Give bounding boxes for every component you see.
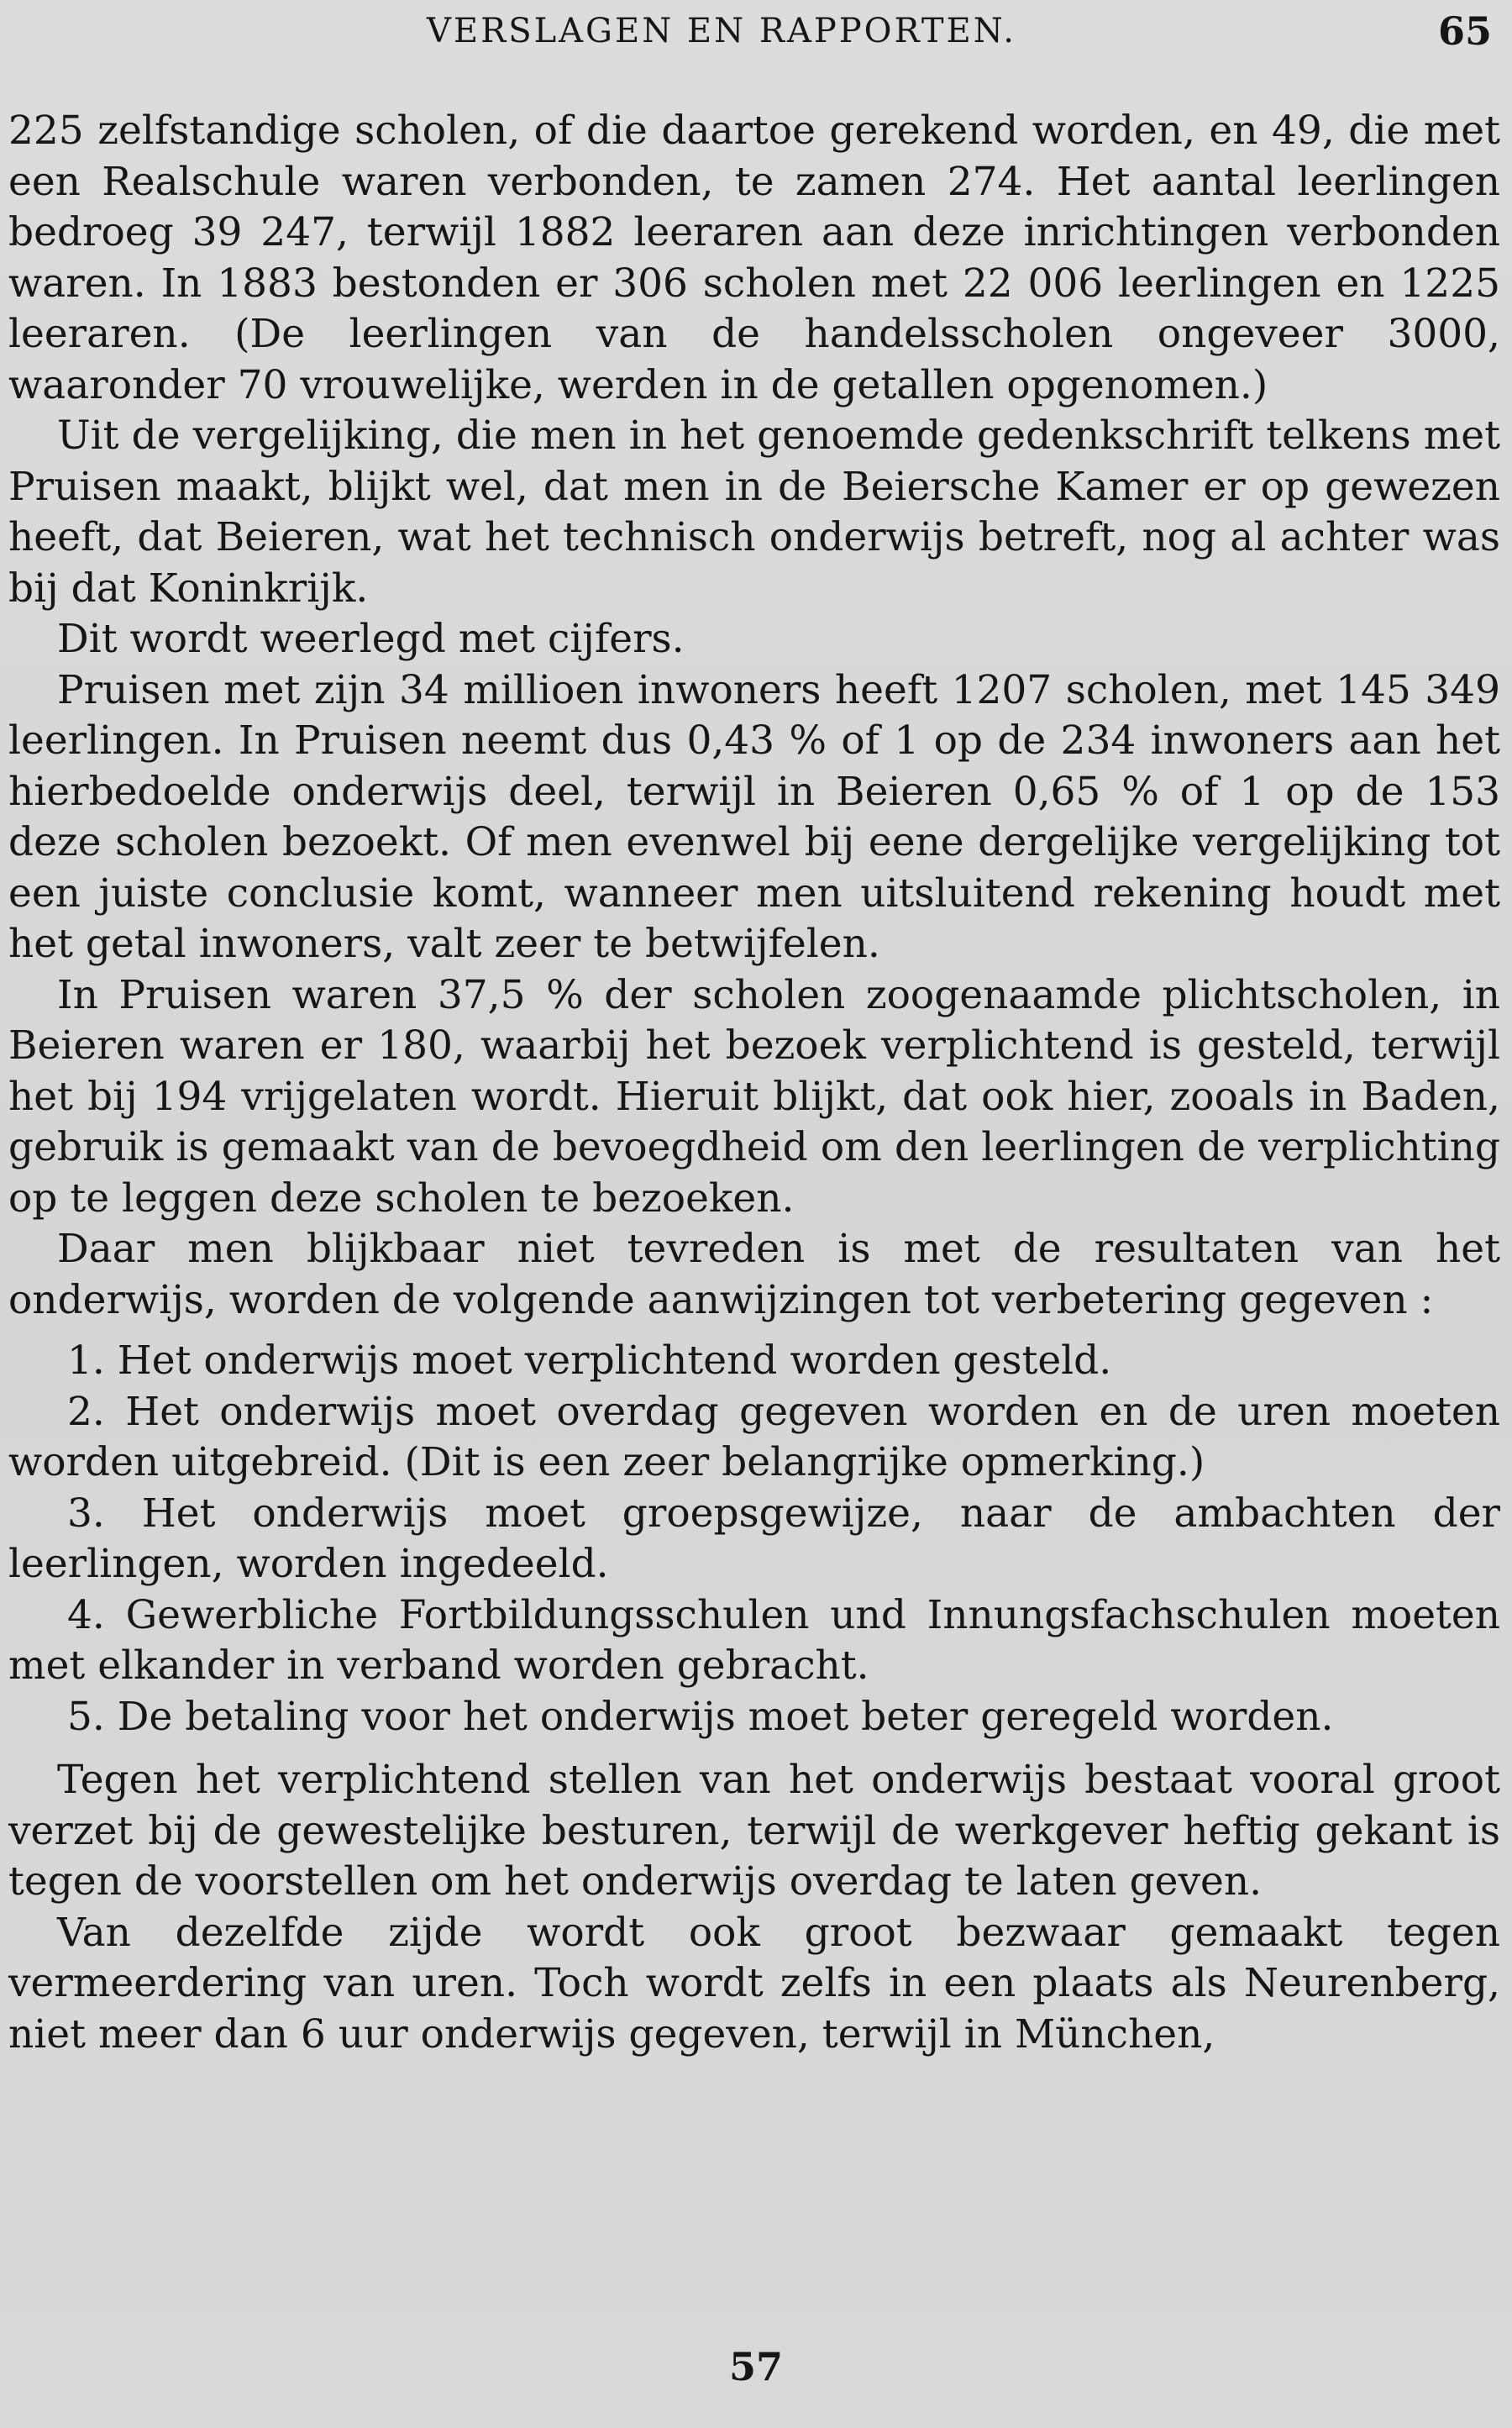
list-item: 2. Het onderwijs moet overdag gegeven worden en de uren moeten worden uitgebreid. (Dit is een zeer belangrijke opmerking.) [8,1388,1500,1485]
paragraph: In Pruisen waren 37,5 % der scholen zoogenaamde plichtscholen, in Beieren waren er 180, waarbij het bezoek verplichtend is gesteld, terwijl het bij 194 vrijgelaten wordt. Hieruit blijkt, dat ook hier, zooals in Baden, gebruik is gemaakt van de bevoegdheid om den leerlingen de verplichting op te leggen deze scholen te bezoeken. [8,971,1500,1222]
signature-mark: 57 [728,2344,783,2389]
paragraph: Dit wordt weerlegd met cijfers. [57,616,685,662]
paragraph: Tegen het verplichtend stellen van het onderwijs bestaat vooral groot verzet bij de gewestelijke besturen, terwijl de werkgever heftig gekant is tegen de voorstellen om het onderwijs overdag te laten geven. [8,1757,1500,1905]
page-number: 65 [1437,8,1492,54]
list-item: 3. Het onderwijs moet groepsgewijze, naar de ambachten der leerlingen, worden ingedeeld. [8,1490,1500,1587]
paragraph: Van dezelfde zijde wordt ook groot bezwaar gemaakt tegen vermeerdering van uren. Toch wordt zelfs in een plaats als Neurenberg, niet meer dan 6 uur onderwijs gegeven, terwijl in München, [8,1909,1500,2057]
paragraph: Uit de vergelijking, die men in het genoemde gedenkschrift telkens met Pruisen maakt, blijkt wel, dat men in de Beiersche Kamer er op gewezen heeft, dat Beieren, wat het technisch onderwijs betreft, nog al achter was bij dat Koninkrijk. [8,413,1500,612]
list-item: 1. Het onderwijs moet verplichtend worden gesteld. [67,1338,1112,1384]
paragraph: Daar men blijkbaar niet tevreden is met de resultaten van het onderwijs, worden de volgende aanwijzingen tot verbetering gegeven : [8,1226,1500,1323]
body-text [8,106,1500,2060]
recommendation-list [8,1336,1500,1742]
paragraph: Pruisen met zijn 34 millioen inwoners heeft 1207 scholen, met 145 349 leerlingen. In Pruisen neemt dus 0,43 % of 1 op de 234 inwoners aan het hierbedoelde onderwijs deel, terwijl in Beieren 0,65 % of 1 op de 153 deze scholen bezoekt. Of men evenwel bij eene dergelijke vergelijking tot een juiste conclusie komt, wanneer men uitsluitend rekening houdt met het getal inwoners, valt zeer te betwijfelen. [8,666,1500,967]
list-item: 4. Gewerbliche Fortbildungsschulen und Innungsfachschulen moeten met elkander in verband worden gebracht. [8,1591,1500,1689]
paragraph-continuation: 225 zelfstandige scholen, of die daartoe gerekend worden, en 49, die met een Realschule waren verbonden, te zamen 274. Het aantal leerlingen bedroeg 39 247, terwijl 1882 leeraren aan deze inrichtingen verbonden waren. In 1883 bestonden er 306 scholen met 22 006 leerlingen en 1225 leeraren. (De leerlingen van de handelsscholen ongeveer 3000, waaronder 70 vrouwelijke, werden in de getallen opgenomen.) [8,108,1500,408]
list-item: 5. De betaling voor het onderwijs moet beter geregeld worden. [67,1693,1334,1740]
running-header [0,8,1512,59]
header-title: VERSLAGEN EN RAPPORTEN. [427,12,1016,50]
